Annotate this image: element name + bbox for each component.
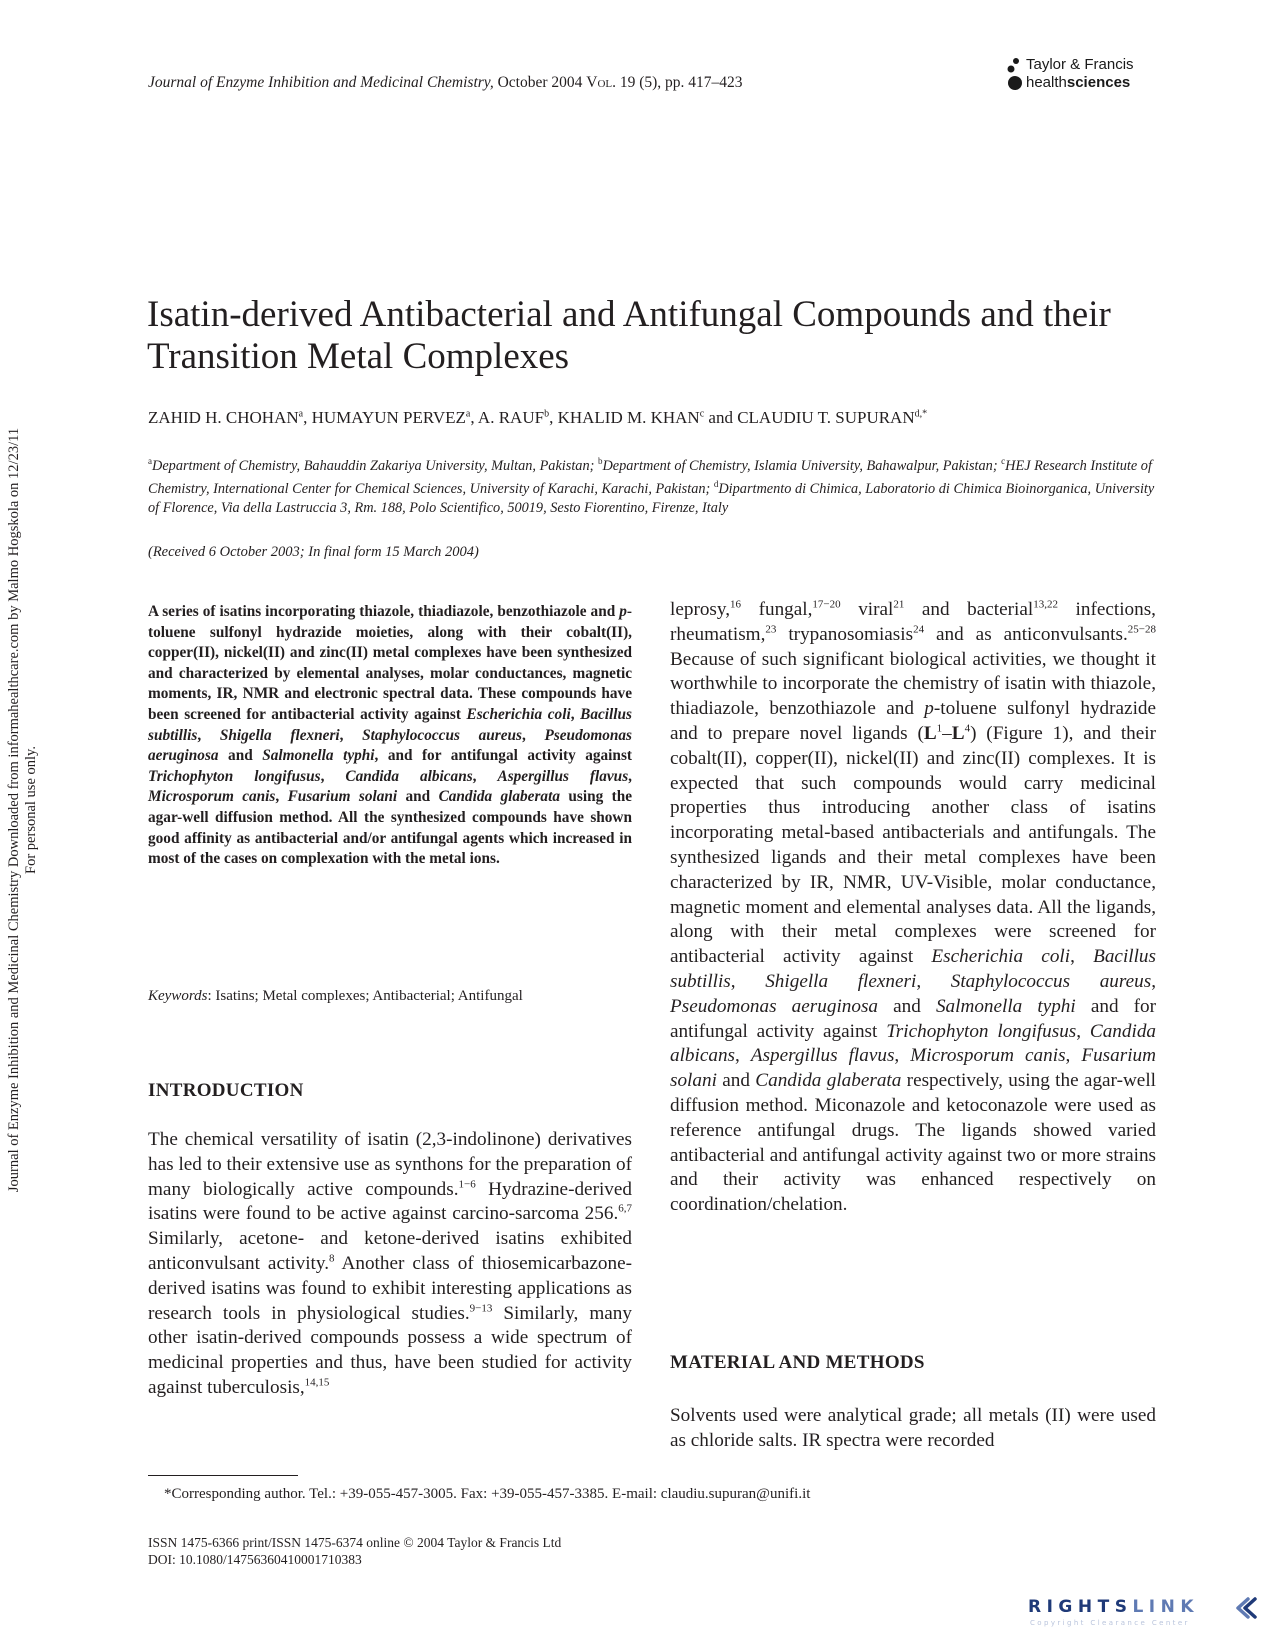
introduction-heading: INTRODUCTION xyxy=(148,1080,304,1101)
rightslink-wordmark: RIGHTSLINK xyxy=(1028,1597,1199,1617)
rightslink-tagline: Copyright Clearance Center xyxy=(1030,1619,1190,1627)
issn-doi xyxy=(148,1534,561,1568)
corresponding-author-footnote: *Corresponding author. Tel.: +39-055-457-3005. Fax: +39-055-457-3385. E-mail: claudiu.supuran@unifi.it xyxy=(164,1486,811,1502)
footnote-divider xyxy=(148,1475,298,1476)
publisher-imprint: healthsciences xyxy=(1026,74,1131,91)
journal-name: Journal of Enzyme Inhibition and Medicinal Chemistry, xyxy=(148,74,494,91)
publisher-logo xyxy=(1006,54,1156,94)
keywords: Keywords: Isatins; Metal complexes; Antibacterial; Antifungal xyxy=(148,988,523,1004)
publisher-name: Taylor & Francis xyxy=(1026,56,1134,73)
journal-vol-details: 19 (5), pp. 417–423 xyxy=(615,74,743,91)
methods-heading: MATERIAL AND METHODS xyxy=(670,1352,925,1373)
introduction-continued: leprosy,$^{16}$ fungal,$^{17-20}$ viral$^{21}$ and bacterial$^{13,22}$ infections, rheumatism,$^{23}$ trypanosomiasis$^{24}$ and as anticonvulsants.$^{25-28}$ Because of such significant biological activities, we thought it worthwhile to incorporate the chemistry of isatin with thiazole, thiadiazole, benzothiazole and p-toluene sulfonyl hydrazide and to prepare novel ligands $(L^1-L^4)$ (Figure 1), and their cobalt(II), copper(II), nickel(II) and zinc(II) complexes. It is expected that such compounds would carry medicinal properties thus introducing another class of isatins incorporating metal-based antibacterials and antifungals. The synthesized ligands and their metal complexes have been characterized by IR, NMR, UV-Visible, molar conductance, magnetic moment and elemental analyses data. All the ligands, along with their metal complexes were screened for antibacterial activity against Escherichia coli, Bacillus subtillis, Shigella flexneri, Staphylococcus aureus, Pseudomonas aeruginosa and Salmonella typhi and for antifungal activity against Trichophyton longifusus, Candida albicans, Aspergillus flavus, Microsporum canis, Fusarium solani and Candida glaberata respectively, using the agar-well diffusion method. Miconazole and ketoconazole were used as reference antifungal drugs. The ligands showed varied antibacterial and antifungal activity against two or more strains and their activity was enhanced respectively on coordination/chelation. xyxy=(670,598,1157,1216)
affiliations: $^a$Department of Chemistry, Bahauddin Zakariya University, Multan, Pakistan; $^b$Department of Chemistry, Islamia University, Bahawalpur, Pakistan; $^c$HEJ Research Institute of Chemistry, International Center for Chemical Sciences, University of Karachi, Karachi, Pakistan; $^d$Dipartmento di Chimica, Laboratorio di Chimica Bioinorganica, University of Florence, Via della Lastruccia 3, Rm. 188, Polo Scientifico, 50019, Sesto Fiorentino, Firenze, Italy xyxy=(148,456,1155,516)
rightslink-logo xyxy=(1028,1597,1260,1641)
article-title: Isatin-derived Antibacterial and Antifungal Compounds and their Transition Metal Complexes xyxy=(147,294,1111,377)
author-list: ZAHID H. CHOHAN$^a$, HUMAYUN PERVEZ$^a$, A. RAUF$^b$, KHALID M. KHAN$^c$ and CLAUDIU T. $SUPURAN^{d,*}$ xyxy=(148,408,928,427)
download-note-line1: Journal of Enzyme Inhibition and Medicinal Chemistry Downloaded from informahealthcare.com by Malmo Hogskola on 12/23/11 xyxy=(6,427,22,1193)
publisher-dots-icon xyxy=(1006,56,1026,92)
journal-vol-label: Vol. xyxy=(586,74,616,91)
doi-line: DOI: 10.1080/14756360410001710383 xyxy=(148,1552,362,1567)
received-dates: (Received 6 October 2003; In final form 15 March 2004) xyxy=(148,544,479,560)
rightslink-chevron-icon xyxy=(1234,1597,1258,1619)
issn-line: ISSN 1475-6366 print/ISSN 1475-6374 online © 2004 Taylor & Francis Ltd xyxy=(148,1535,562,1550)
download-watermark xyxy=(6,380,40,1240)
methods-text: Solvents used were analytical grade; all metals (II) were used as chloride salts. IR spectra were recorded xyxy=(670,1405,1156,1451)
download-note-line2: For personal use only. xyxy=(23,746,39,874)
abstract: A series of isatins incorporating thiazole, thiadiazole, benzothiazole and p-toluene sulfonyl hydrazide moieties, along with their cobalt(II), copper(II), nickel(II) and zinc(II) metal complexes have been synthesized and characterized by elemental analyses, molar conductances, magnetic moments, IR, NMR and electronic spectral data. These compounds have been screened for antibacterial activity against Escherichia coli, Bacillus subtillis, Shigella flexneri, Staphylococcus aureus, Pseudomonas aeruginosa and Salmonella typhi, and for antifungal activity against Trichophyton longifusus, Candida albicans, Aspergillus flavus, Microsporum canis, Fusarium solani and Candida glaberata using the agar-well diffusion method. All the synthesized compounds have shown good affinity as antibacterial and/or antifungal agents which increased in most of the cases on complexation with the metal ions. xyxy=(148,603,633,868)
journal-header xyxy=(148,74,743,92)
introduction-text: The chemical versatility of isatin (2,3-indolinone) derivatives has led to their extensive use as synthons for the preparation of many biologically active compounds.$^{1-6}$ Hydrazine-derived isatins were found to be active against carcino-sarcoma 256.$^{6,7}$ Similarly, acetone- and ketone-derived isatins exhibited anticonvulsant activity.$^8$ Another class of thiosemicarbazone-derived isatins was found to exhibit interesting applications as research tools in physiological studies.$^{9-13}$ Similarly, many other isatin-derived compounds possess a wide spectrum of medicinal properties and thus, have been studied for activity against tuberculosis,$^{14,15}$ xyxy=(148,1129,632,1398)
journal-date: October 2004 xyxy=(493,74,587,91)
